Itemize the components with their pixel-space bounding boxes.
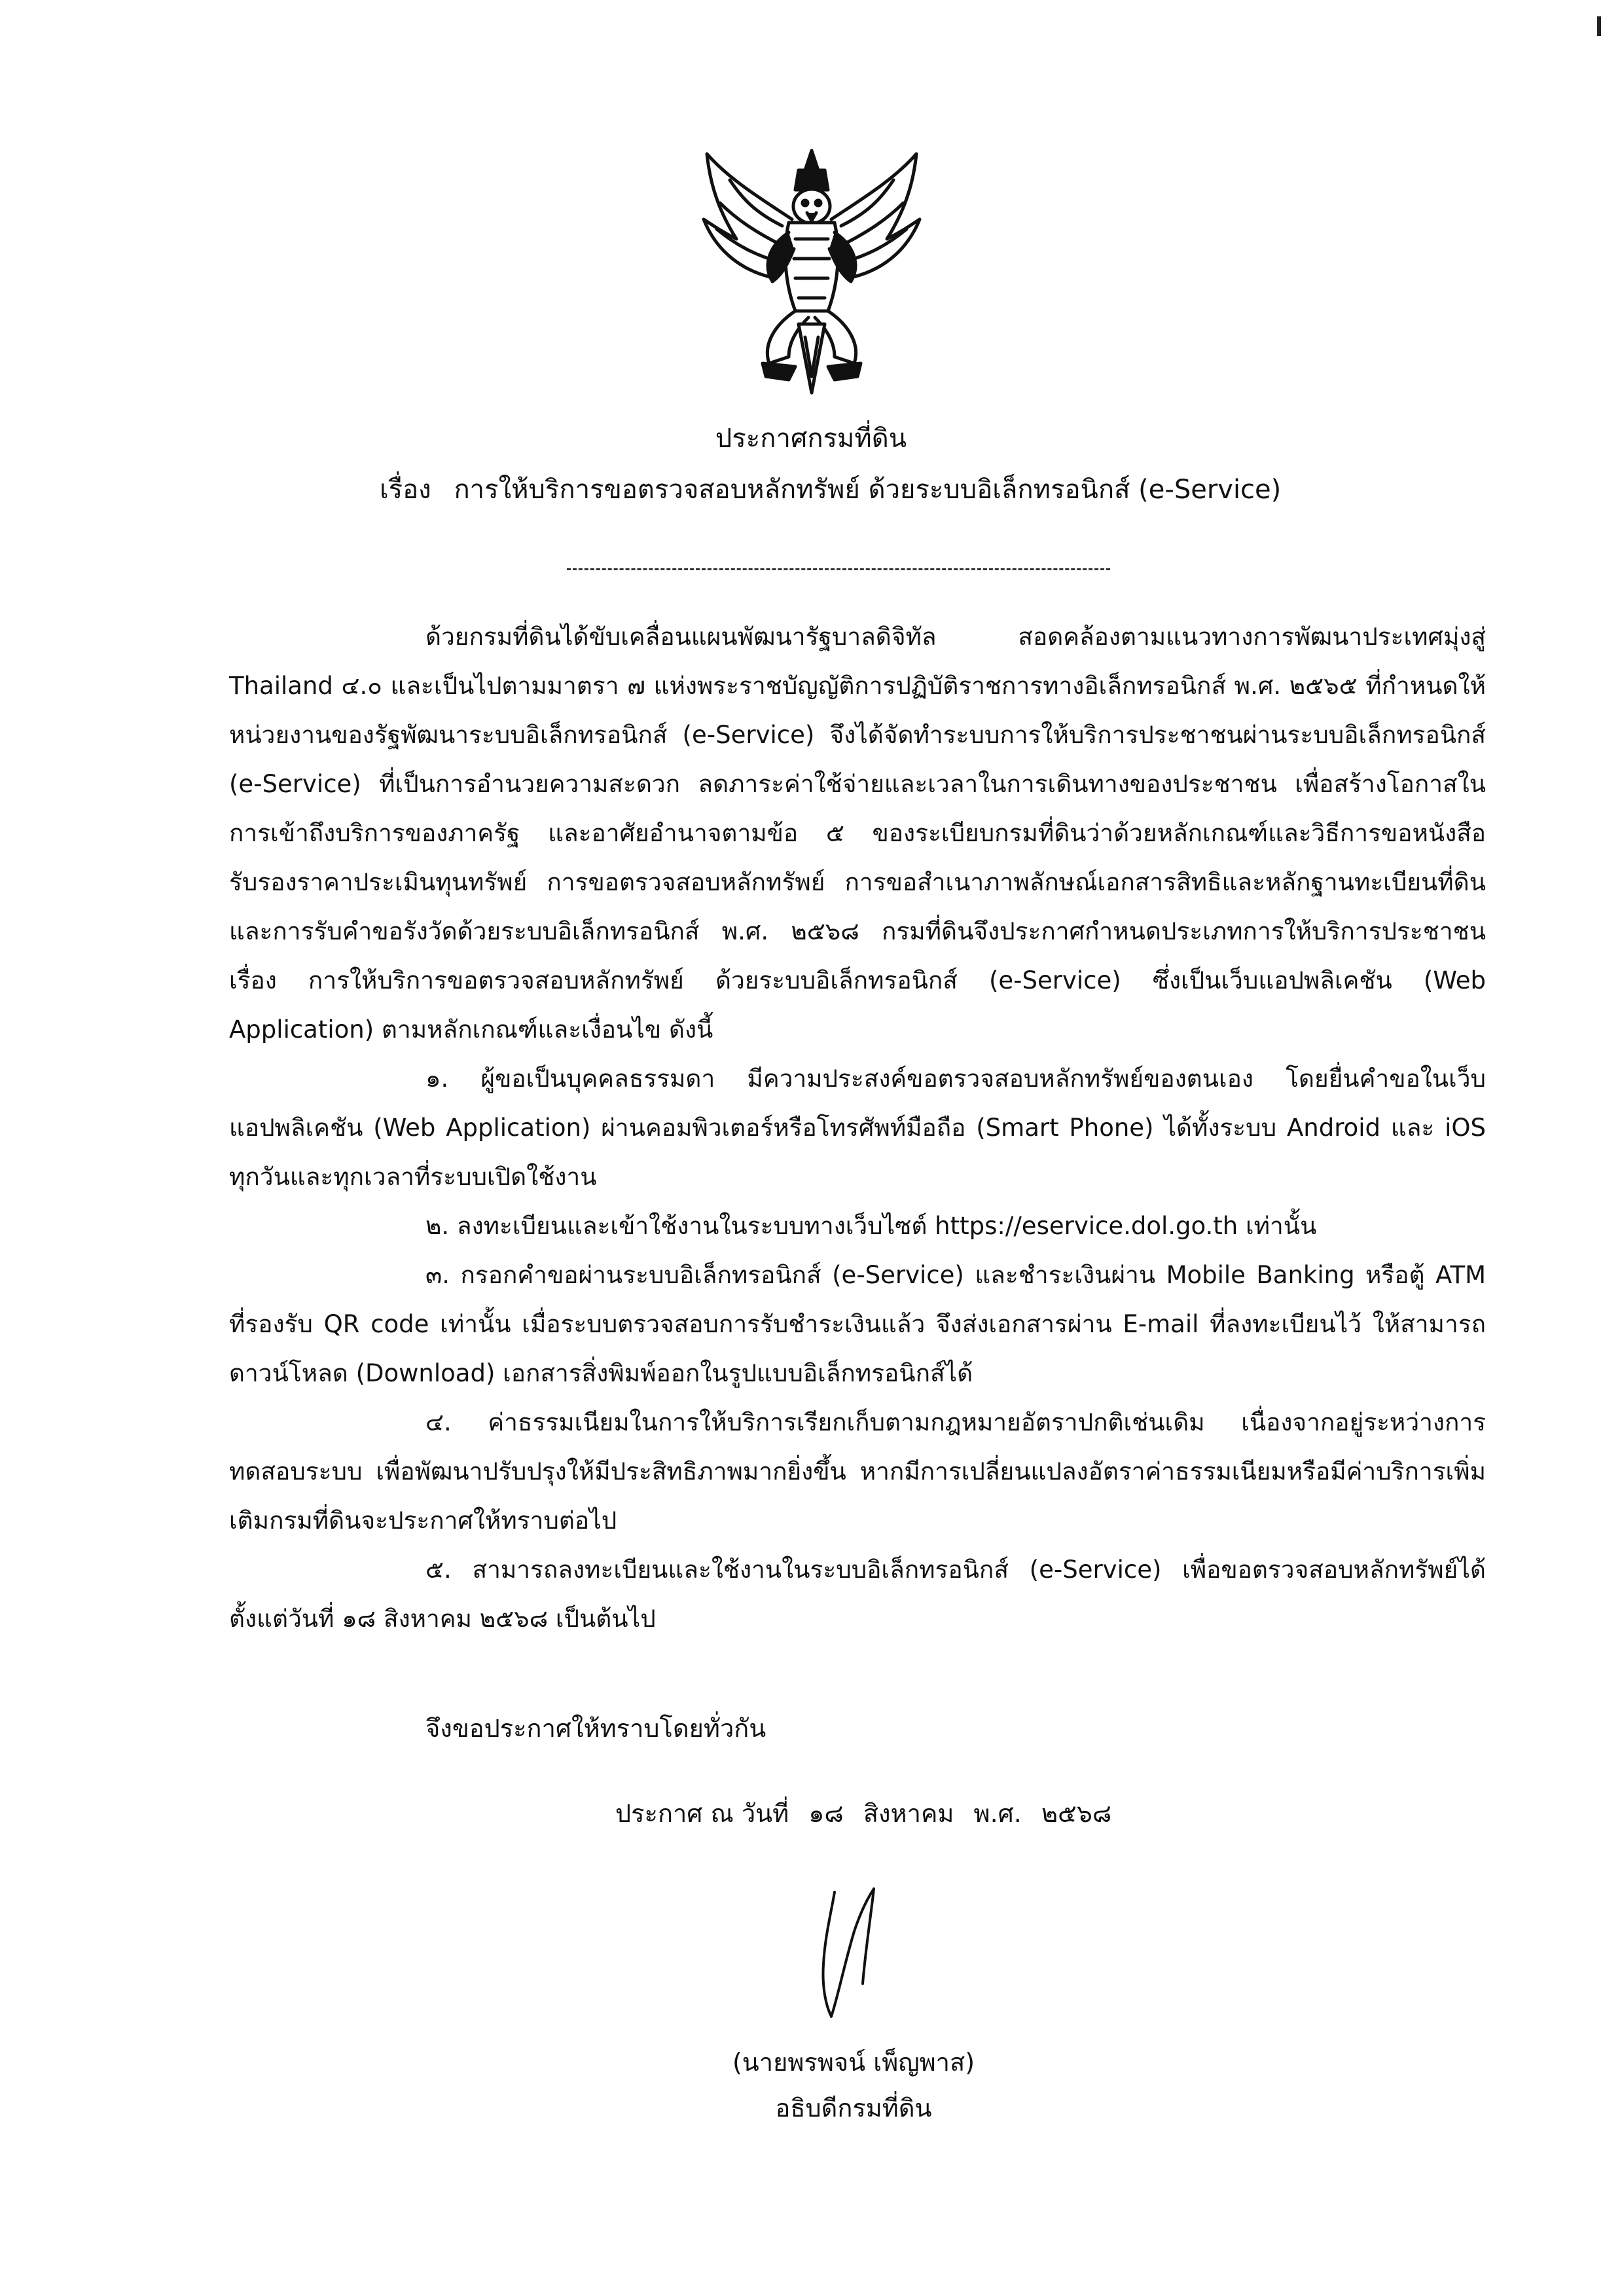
subject-text: การให้บริการขอตรวจสอบหลักทรัพย์ ด้วยระบบอิเล็กทรอนิกส์ (e-Service) <box>454 475 1282 505</box>
date-year: ๒๕๖๘ <box>1041 1799 1112 1828</box>
body-clause-1: ๑. ผู้ขอเป็นบุคคลธรรมดา มีความประสงค์ขอตรวจสอบหลักทรัพย์ของตนเอง โดยยื่นคำขอในเว็บแอปพลิเคชัน (Web Application) ผ่านคอมพิวเตอร์หรือโทรศัพท์มือถือ (Smart Phone) ได้ทั้งระบบ Android และ iOS ทุกวันและทุกเวลาที่ระบบเปิดใช้งาน <box>229 1065 1486 1191</box>
date-prefix: ประกาศ ณ วันที่ <box>615 1799 789 1828</box>
corner-mark <box>1597 16 1601 36</box>
garuda-emblem-icon <box>691 141 933 403</box>
divider <box>567 568 1110 570</box>
closing-statement: จึงขอประกาศให้ทราบโดยทั่วกัน <box>425 1714 766 1743</box>
body-paragraph-intro: ด้วยกรมที่ดินได้ขับเคลื่อนแผนพัฒนารัฐบาลดิจิทัล สอดคล้องตามแนวทางการพัฒนาประเทศมุ่งสู่ Thailand ๔.๐ และเป็นไปตามมาตรา ๗ แห่งพระราชบัญญัติการปฏิบัติราชการทางอิเล็กทรอนิกส์ พ.ศ. ๒๕๖๕ ที่กำหนดให้หน่วยงานของรัฐพัฒนาระบบอิเล็กทรอนิกส์ (e-Service) จึงได้จัดทำระบบการให้บริการประชาชนผ่านระบบอิเล็กทรอนิกส์ (e-Service) ที่เป็นการอำนวยความสะดวก ลดภาระค่าใช้จ่ายและเวลาในการเดินทางของประชาชน เพื่อสร้างโอกาสในการเข้าถึงบริการของภาครัฐ และอาศัยอำนาจตามข้อ ๕ ของระเบียบกรมที่ดินว่าด้วยหลักเกณฑ์และวิธีการขอหนังสือรับรองราคาประเมินทุนทรัพย์ การขอตรวจสอบหลักทรัพย์ การขอสำเนาภาพลักษณ์เอกสารสิทธิและหลักฐานทะเบียนที่ดิน และการรับคำขอรังวัดด้วยระบบอิเล็กทรอนิกส์ พ.ศ. ๒๕๖๘ กรมที่ดินจึงประกาศกำหนดประเภทการให้บริการประชาชน เรื่อง การให้บริการขอตรวจสอบหลักทรัพย์ ด้วยระบบอิเล็กทรอนิกส์ (e-Service) ซึ่งเป็นเว็บแอปพลิเคชัน (Web Application) ตามหลักเกณฑ์และเงื่อนไข ดังนี้ <box>229 623 1486 1044</box>
announcement-title: ประกาศกรมที่ดิน <box>715 424 907 454</box>
date-era: พ.ศ. <box>973 1799 1022 1828</box>
body-clause-5: ๕. สามารถลงทะเบียนและใช้งานในระบบอิเล็กทรอนิกส์ (e-Service) เพื่อขอตรวจสอบหลักทรัพย์ได้ ตั้งแต่วันที่ ๑๘ สิงหาคม ๒๕๖๘ เป็นต้นไป <box>229 1556 1486 1633</box>
date-day: ๑๘ <box>808 1799 844 1828</box>
body-clause-3: ๓. กรอกคำขอผ่านระบบอิเล็กทรอนิกส์ (e-Service) และชำระเงินผ่าน Mobile Banking หรือตู้ ATM ที่รองรับ QR code เท่านั้น เมื่อระบบตรวจสอบการรับชำระเงินแล้ว จึงส่งเอกสารผ่าน E-mail ที่ลงทะเบียนไว้ ให้สามารถดาวน์โหลด (Download) เอกสารสิ่งพิมพ์ออกในรูปแบบอิเล็กทรอนิกส์ได้ <box>229 1261 1486 1387</box>
signer-name: (นายพรพจน์ เพ็ญพาส) <box>732 2048 975 2077</box>
signer-title: อธิบดีกรมที่ดิน <box>775 2094 932 2123</box>
announcement-body <box>229 612 1486 1643</box>
signature-icon <box>805 1886 897 2023</box>
body-clause-4: ๔. ค่าธรรมเนียมในการให้บริการเรียกเก็บตามกฎหมายอัตราปกติเช่นเดิม เนื่องจากอยู่ระหว่างการทดสอบระบบ เพื่อพัฒนาปรับปรุงให้มีประสิทธิภาพมากยิ่งขึ้น หากมีการเปลี่ยนแปลงอัตราค่าธรรมเนียมหรือมีค่าบริการเพิ่มเติมกรมที่ดินจะประกาศให้ทราบต่อไป <box>229 1408 1486 1535</box>
subject-label: เรื่อง <box>380 475 431 505</box>
announcement-date <box>615 1794 1123 1833</box>
date-month: สิงหาคม <box>863 1799 954 1828</box>
announcement-subject <box>380 470 1492 509</box>
body-clause-2: ๒. ลงทะเบียนและเข้าใช้งานในระบบทางเว็บไซต์ https://eservice.dol.go.th เท่านั้น <box>425 1212 1317 1240</box>
